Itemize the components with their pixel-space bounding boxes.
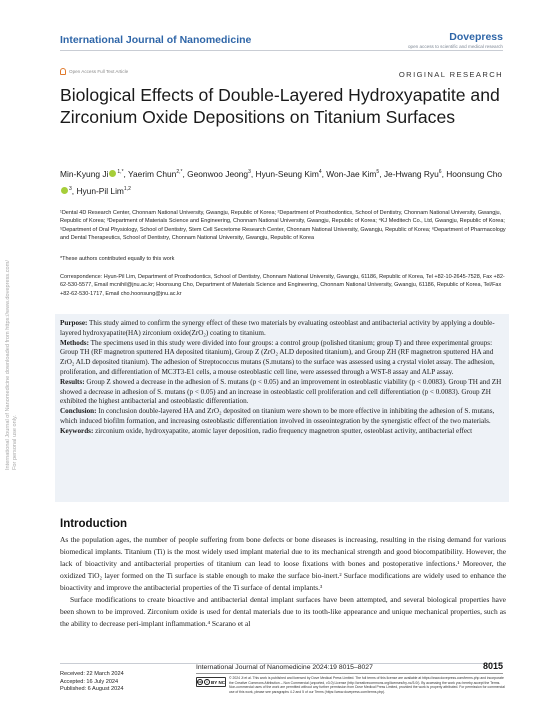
keywords-text: zirconium oxide, hydroxyapatite, atomic layer deposition, radio frequency magnetron sputter, osteoblast activity, antibacterial effect — [95, 426, 473, 435]
publication-dates — [60, 671, 124, 694]
cc-label: BY NC — [211, 679, 225, 685]
abstract-conclusion — [60, 407, 506, 427]
author-affiliation-marker: 1,* — [117, 169, 124, 175]
article-title: Biological Effects of Double-Layered Hydroxyapatite and Zirconium Oxide Depositions on Titanium Surfaces — [60, 85, 500, 127]
page-number: 8015 — [482, 661, 503, 671]
author-affiliation-marker: 3 — [248, 169, 251, 175]
author-name[interactable]: Geonwoo Jeong — [187, 168, 249, 179]
introduction-heading: Introduction — [60, 518, 128, 530]
footer-rule — [196, 673, 503, 674]
abstract — [60, 319, 506, 437]
equal-contribution-note: *These authors contributed equally to this work — [60, 256, 175, 262]
author-affiliation-marker: 3 — [69, 185, 72, 192]
watermark-line: For personal use only. — [12, 415, 18, 470]
results-text: Group Z showed a decrease in the adhesion of S. mutans (p < 0.05) and an improvement in osteoblastic viability (p < 0.0083). Group TH and ZH showed a decrease in adhesion of S. mutans (p < 0.05) and an increase in osteoblastic cell proliferation and cell differentiation (p < 0.0083). Group ZH exhibited the highest antibacterial and osteoblastic differentiation. — [60, 377, 502, 406]
author-affiliation-marker: 5 — [376, 169, 380, 175]
publisher-brand[interactable] — [408, 31, 503, 49]
author-name[interactable]: Won-Jae Kim — [326, 168, 377, 179]
cc-circle-icon: cc — [198, 680, 202, 684]
open-access-text: Open Access Full Text Article — [69, 69, 129, 74]
license-text: © 2024 Ji et al. This work is published and licensed by Dove Medical Press Limited. The full terms of this license are available at https://www.dovepress.com/terms.php and incorporate the Creative Commons Attribution – Non Commercial (unported, v3.0) License (http://creativecommons.org/licenses/by-nc/3.0/). By accessing the work you hereby accept the Terms. Non-commercial uses of the work are permitted without any further permission from Dove Medical Press Limited, provided the work is properly attributed. For permission for commercial use of this work, please see paragraphs 4.2 and 5 of our Terms (https://www.dovepress.com/terms.php). — [229, 676, 505, 695]
intro-paragraph: As the population ages, the number of people suffering from bone defects or bone diseases is increasing, resulting in the rising demand for various biomedical implants. Titanium (Ti) is the most widely used implant material due to its mechanical strength and good biocompatibility. However, the lack of bioactivity and antibacterial properties of titanium can lead to loose fixations with bones and postoperative infections.¹ Moreover, the oxidized TiO₂ layer formed on the Ti surface is stable enough to make the surface bio-inert.² Surface modifications are widely used to enhance the bioactivity and improve the antibacterial properties of the Ti surface of dental implants.³ — [60, 535, 506, 592]
abstract-results — [60, 378, 506, 407]
abstract-methods — [60, 339, 506, 378]
download-watermark — [5, 140, 19, 470]
author-affiliation-marker: 2,* — [176, 169, 183, 175]
accepted-date: Accepted: 16 July 2024 — [60, 678, 119, 685]
open-lock-icon — [60, 68, 66, 75]
affiliations: ¹Dental 4D Research Center, Chonnam National University, Gwangju, Republic of Korea; ²Department of Prosthodontics, School of Dentistry, Chonnam National University, Gwangju, Republic of Korea; ³Department of Materials Science and Engineering, Chonnam National University, Gwangju, Republic of Korea; ⁴KJ Meditech Co., Ltd, Gwangju, Republic of Korea; ⁵Department of Oral Physiology, School of Dentistry, Stem Cell Secretome Research Center, Chonnam National University, Gwangju, Republic of Korea; ⁶Department of Pharmacology and Dental Therapeutics, School of Dentistry, Chonnam National University, Gwangju, Republic of Korea — [60, 210, 506, 242]
author-name[interactable]: Hyun-Pil Lim — [76, 185, 124, 196]
purpose-text: This study aimed to confirm the synergy effect of these two materials by evaluating osteoblast and antibacterial activity by applying a double-layered hydroxyapatite(HA) zirconium oxide(ZrO₂) coating to titanium. — [60, 319, 495, 337]
citation[interactable]: International Journal of Nanomedicine 2024:19 8015–8027 — [196, 664, 373, 671]
results-label: Results: — [60, 377, 85, 386]
conclusion-text: In conclusion double-layered HA and ZrO₂ deposited on titanium were shown to be more effective in inhibiting the adhesion of S. mutans, which induced biofilm formation, and increasing osteoblastic differentiation involved in osseointegration by the synergistic effect of the two materials. — [60, 407, 495, 425]
author-affiliation-marker: 4 — [318, 169, 322, 175]
publisher-logo[interactable]: Dovepress — [449, 31, 503, 43]
author-affiliation-marker: 1,2 — [123, 185, 131, 192]
author-name[interactable]: Hoonsung Cho — [446, 168, 503, 179]
author-affiliation-marker: 6 — [438, 169, 442, 175]
methods-label: Methods: — [60, 338, 89, 347]
correspondence: Correspondence: Hyun-Pil Lim, Department of Prosthodontics, School of Dentistry, Chonnam National University, Gwangju, 61186, Republic of Korea, Tel +82-10-2645-7528, Fax +82-62-530-5577, Email mcnihil@jnu.ac.kr; Hoonsung Cho, Department of Materials Science and Engineering, Chonnam National University, Gwangju, 61186, Republic of Korea, Tel/Fax +82-62-530-1717, Email cho.hoonsung@jnu.ac.kr — [60, 274, 505, 297]
abstract-keywords — [60, 427, 506, 437]
author-list: Min-Kyung Ji $^{1,*}$, Yaerim Chun$^{2,*}$, Geonwoo Jeong$^3$, Hyun-Seung Kim$^4$, Won-Jae Kim$^5$, Je-Hwang Ryu$^6$, Hoonsung Cho$^3$, Hyun-Pil Lim$^{1,2}$ — [60, 168, 503, 196]
journal-name[interactable]: International Journal of Nanomedicine — [60, 34, 252, 46]
abstract-purpose — [60, 319, 506, 339]
introduction-body — [60, 534, 506, 630]
methods-text: The specimens used in this study were divided into four groups: a control group (polished titanium; group T) and three experimental groups: Group TH (RF magnetron sputtered HA deposited titanium), Group Z (ZrO₂ ALD deposited titanium), and Group ZH (RF magnetron sputtered HA and ZrO₂ ALD deposited titanium). The adhesion of Streptococcus mutans (S.mutans) to the surface was assessed using a crystal violet assay. The adhesion, proliferation, and differentiation of MC3T3-E1 cells, a mouse osteoblastic cell line, were assessed through a WST-8 assay and ALP assay. — [60, 338, 495, 376]
orcid-icon[interactable] — [61, 187, 68, 194]
purpose-label: Purpose: — [60, 319, 88, 327]
author-name[interactable]: Min-Kyung Ji — [60, 168, 109, 179]
orcid-icon[interactable] — [109, 170, 116, 177]
article-type: ORIGINAL RESEARCH — [398, 70, 503, 79]
intro-paragraph: Surface modifications to create bioactive and antibacterial dental implant surfaces have been attempted, and several biological properties have been shown to be improved. Zirconium oxide is used for dental materials due to its tooth-like appearance and unique mechanical properties, such as the ability to decrease peri-implant inflammation.⁴ Scarano et al — [60, 595, 506, 628]
conclusion-label: Conclusion: — [60, 407, 97, 416]
cc-license-icon[interactable] — [196, 677, 226, 687]
author-name[interactable]: Hyun-Seung Kim — [255, 168, 319, 179]
publisher-tagline: open access to scientific and medical research — [408, 44, 503, 49]
open-access-label — [60, 68, 128, 75]
author-name[interactable]: Yaerim Chun — [128, 168, 177, 179]
watermark-line: International Journal of Nanomedicine downloaded from https://www.dovepress.com/ — [5, 260, 11, 470]
header-divider — [60, 50, 503, 51]
published-date: Published: 6 August 2024 — [60, 686, 124, 693]
received-date: Received: 22 March 2024 — [60, 671, 124, 677]
by-person-icon: i — [204, 679, 210, 685]
author-name[interactable]: Je-Hwang Ryu — [383, 168, 439, 179]
keywords-label: Keywords: — [60, 426, 94, 435]
